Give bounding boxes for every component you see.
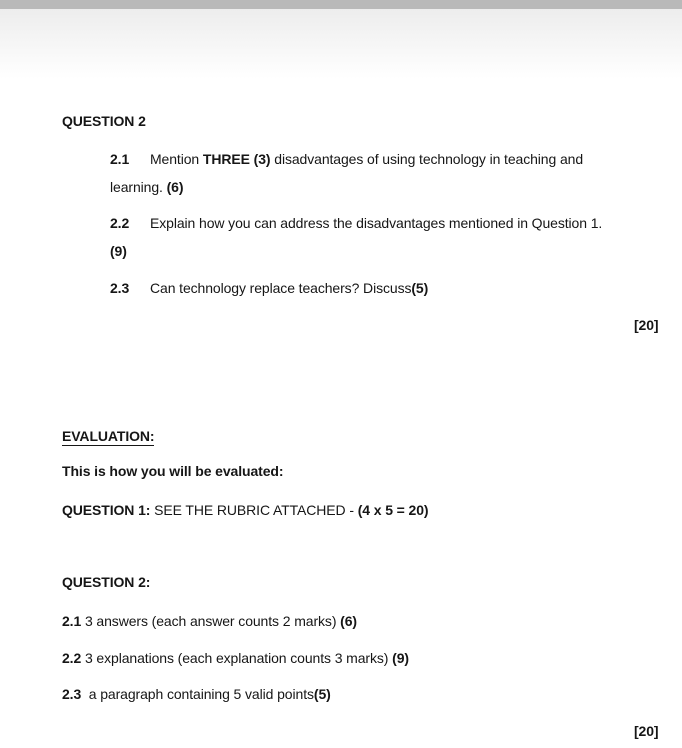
- question-2-2-line1: 2.2 Explain how you can address the disadvantages mentioned in Question 1.: [110, 215, 603, 231]
- question-2-3-line: 2.3 Can technology replace teachers? Discuss(5): [110, 280, 429, 296]
- question-2-1-line2: learning. (6): [110, 179, 184, 195]
- question-2-title: QUESTION 2: [62, 113, 146, 129]
- question-2-2-number: 2.2: [110, 215, 130, 231]
- question-2-3-marks: (5): [411, 280, 429, 296]
- evaluation-heading: EVALUATION:: [62, 428, 155, 444]
- evaluation-item-2-3: 2.3 a paragraph containing 5 valid points(5): [62, 686, 331, 702]
- question-2-1-line1: 2.1 Mention THREE (3) disadvantages of using technology in teaching and: [110, 151, 584, 167]
- evaluation-total: [20]: [634, 723, 659, 739]
- evaluation-question-1-marks: (4 x 5 = 20): [357, 502, 429, 518]
- question-2-1-marks: (6): [166, 179, 184, 195]
- question-2-1-number: 2.1: [110, 151, 130, 167]
- question-2-2-marks: (9): [110, 243, 127, 259]
- question-2-total: [20]: [634, 317, 659, 333]
- question-2-3-number: 2.3: [110, 280, 130, 296]
- evaluation-item-2-2: 2.2 3 explanations (each explanation counts 3 marks) (9): [62, 650, 409, 666]
- top-edge-bar: [0, 0, 682, 9]
- evaluation-item-2-1: 2.1 3 answers (each answer counts 2 marks) (6): [62, 613, 357, 629]
- top-shadow: [0, 9, 682, 79]
- evaluation-question-2-label: QUESTION 2:: [62, 574, 151, 590]
- evaluation-intro: This is how you will be evaluated:: [62, 463, 284, 479]
- evaluation-question-1: QUESTION 1: SEE THE RUBRIC ATTACHED - (4 x 5 = 20): [62, 502, 429, 518]
